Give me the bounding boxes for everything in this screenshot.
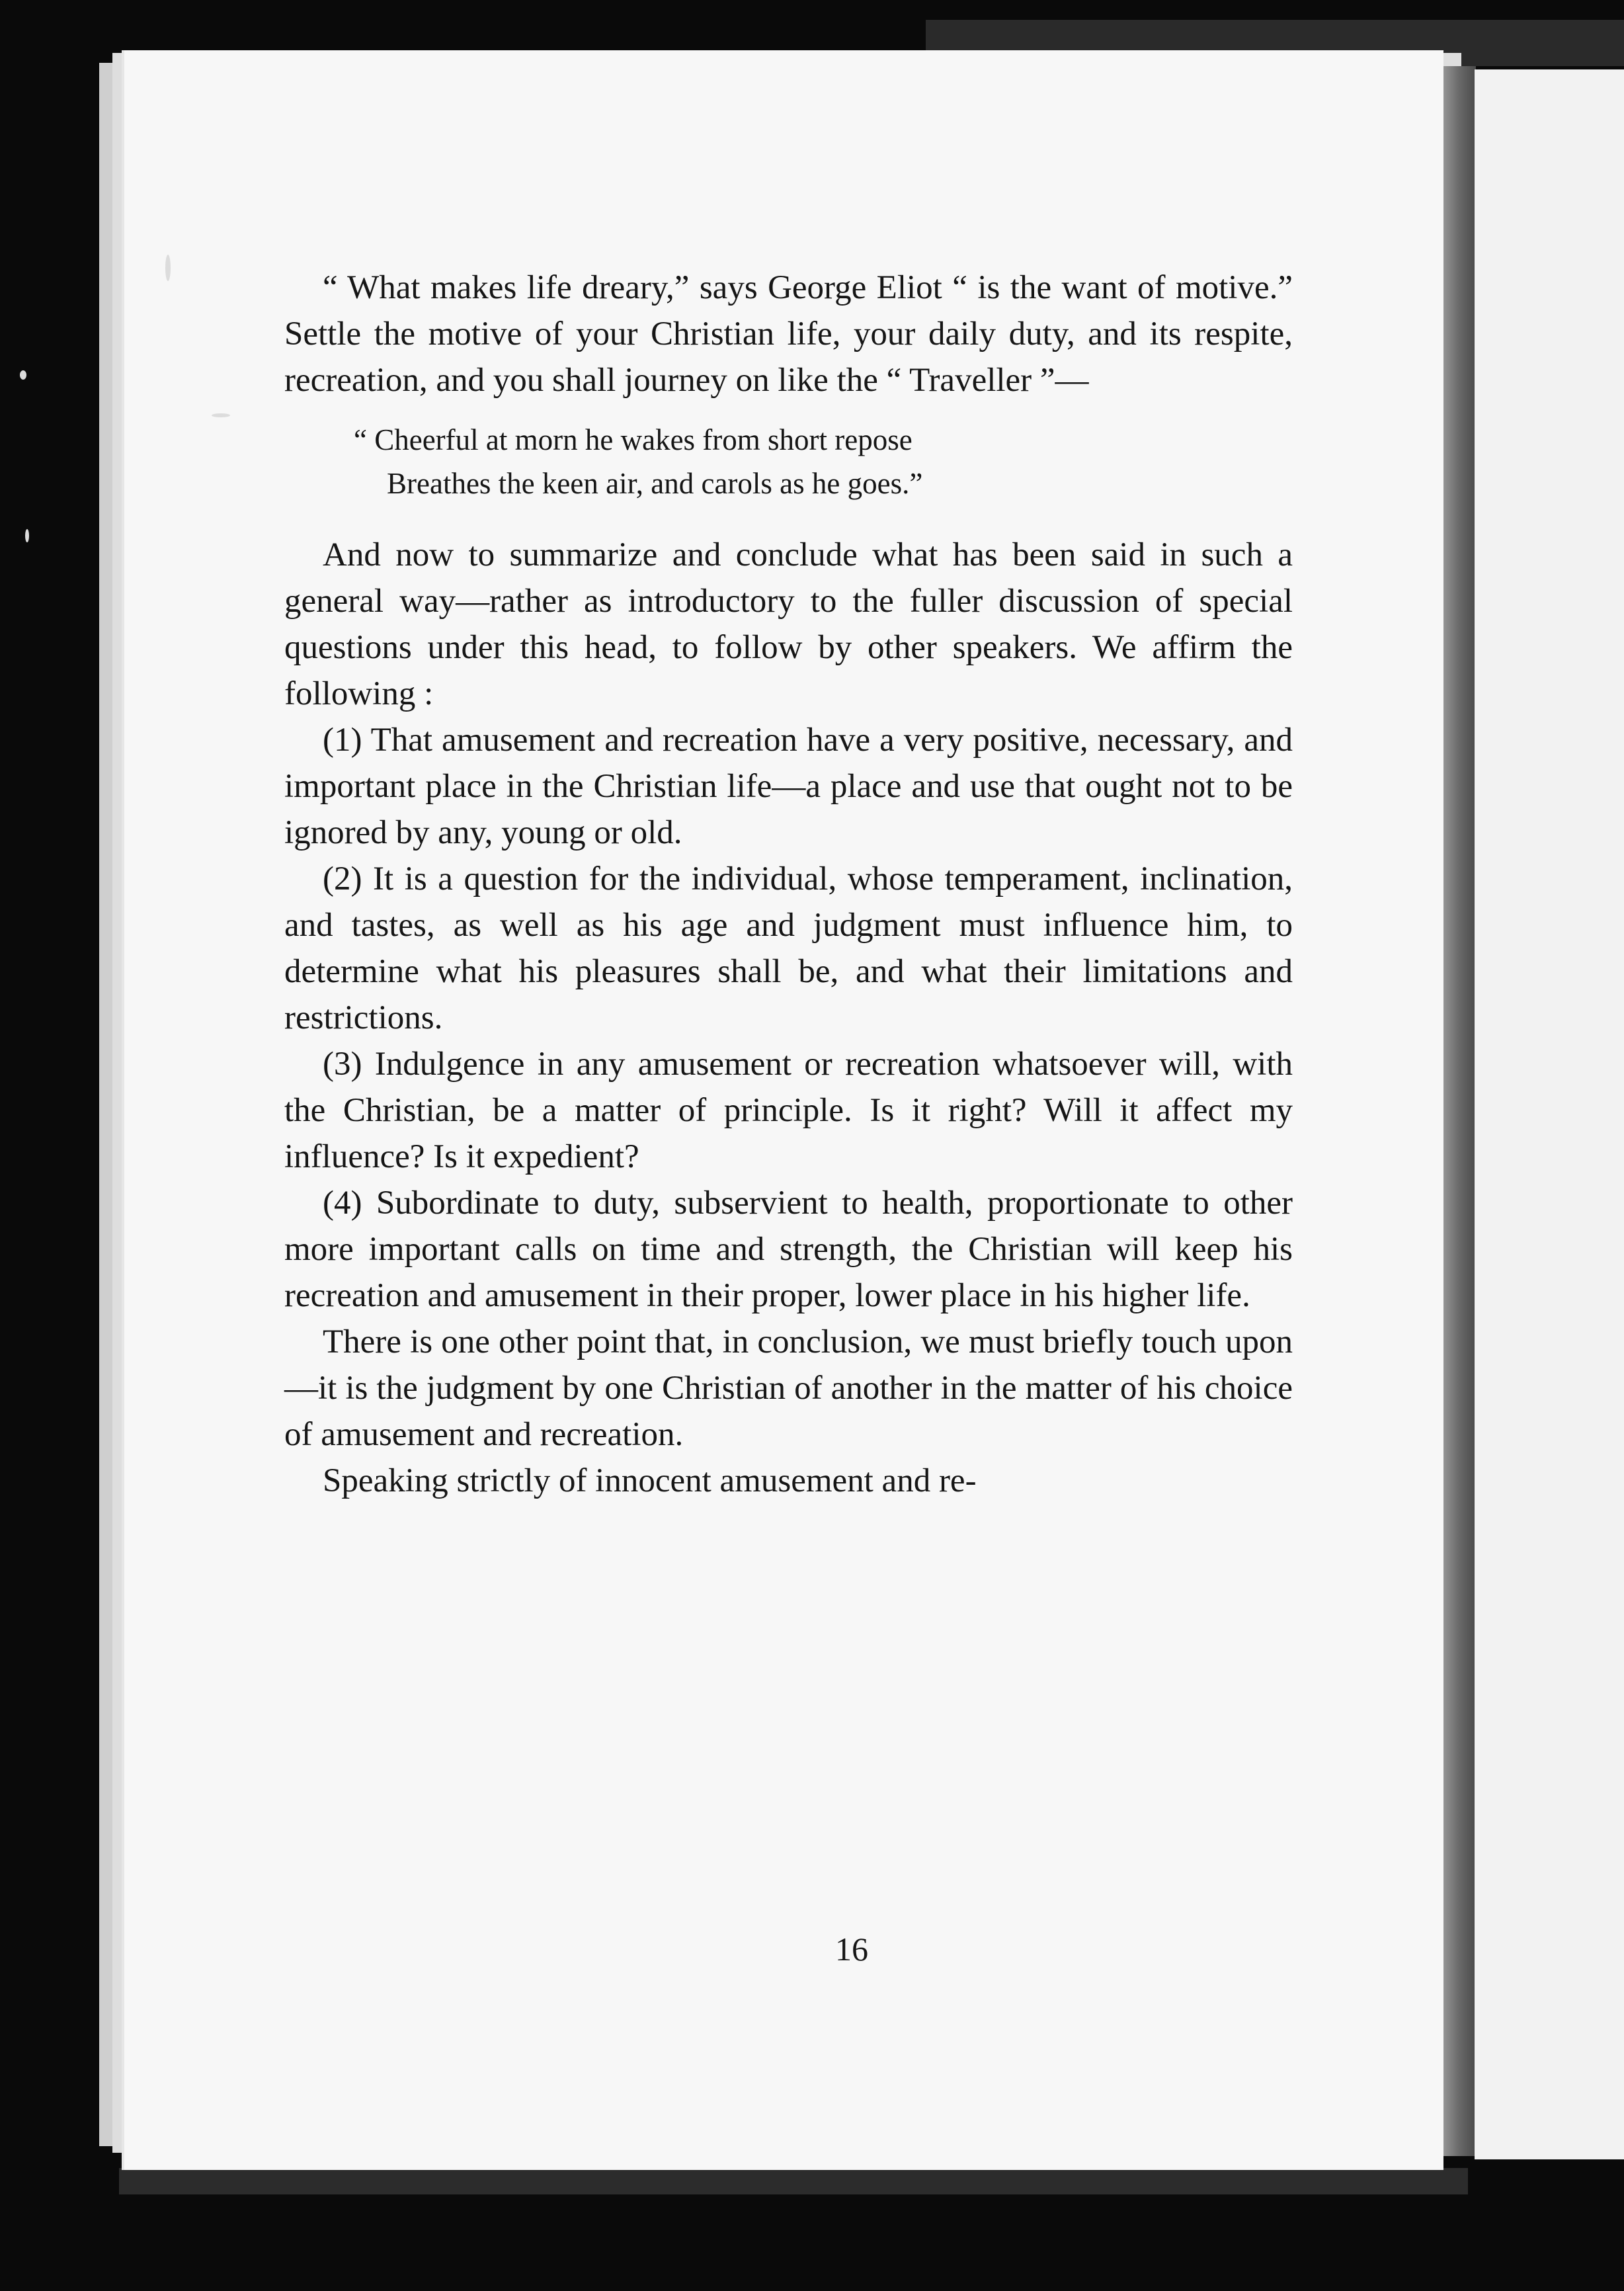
point-4-paragraph: (4) Subordinate to duty, subservient to health, proportionate to other more important calls on time and strength, the Christian will keep his recreation and amusement in their proper, lower place in his higher life.	[284, 1185, 1293, 1314]
book-gutter	[1441, 66, 1476, 2156]
scan-speck	[25, 529, 29, 542]
summary-paragraph: And now to summarize and conclude what has been said in such a general way—rather as introductory to the fuller discussion of special questions under this head, to follow by other speakers. We affirm the following :	[284, 536, 1293, 712]
judgment-paragraph: There is one other point that, in conclusion, we must briefly touch upon—it is the judgment by one Christian of another in the matter of his choice of amusement and recreation.	[284, 1323, 1293, 1453]
verse-line-1: “ Cheerful at morn he wakes from short repose	[354, 423, 913, 456]
point-1-paragraph: (1) That amusement and recreation have a very positive, necessary, and important place in the Christian life—a place and use that ought not to be ignored by any, young or old.	[284, 722, 1293, 851]
verse-line-2: Breathes the keen air, and carols as he goes.”	[387, 467, 923, 500]
page-number: 16	[835, 1931, 868, 1968]
point-2-paragraph: (2) It is a question for the individual, whose temperament, inclination, and tastes, as well as his age and judgment must influence him, to determine what his pleasures shall be, and what their limitations and restrictions.	[284, 860, 1293, 1036]
point-3-paragraph: (3) Indulgence in any amusement or recreation whatsoever will, with the Christian, be a matter of principle. Is it right? Will it affect my influence? Is it expedient?	[284, 1046, 1293, 1175]
scan-speck	[212, 413, 230, 417]
facing-page	[1475, 69, 1624, 2159]
scan-speck	[165, 255, 171, 281]
opening-paragraph: “ What makes life dreary,” says George Eliot “ is the want of motive.” Settle the motive of your Christian life, your daily duty, and its respite, recreation, and you shall journey on like the “ Traveller ”—	[284, 269, 1293, 399]
scan-speck	[20, 370, 26, 380]
final-paragraph-fragment: Speaking strictly of innocent amusement and re-	[323, 1462, 977, 1499]
page-bottom-shadow	[119, 2168, 1468, 2194]
verse-quotation	[354, 418, 1293, 505]
page-text-body	[284, 265, 1293, 1504]
